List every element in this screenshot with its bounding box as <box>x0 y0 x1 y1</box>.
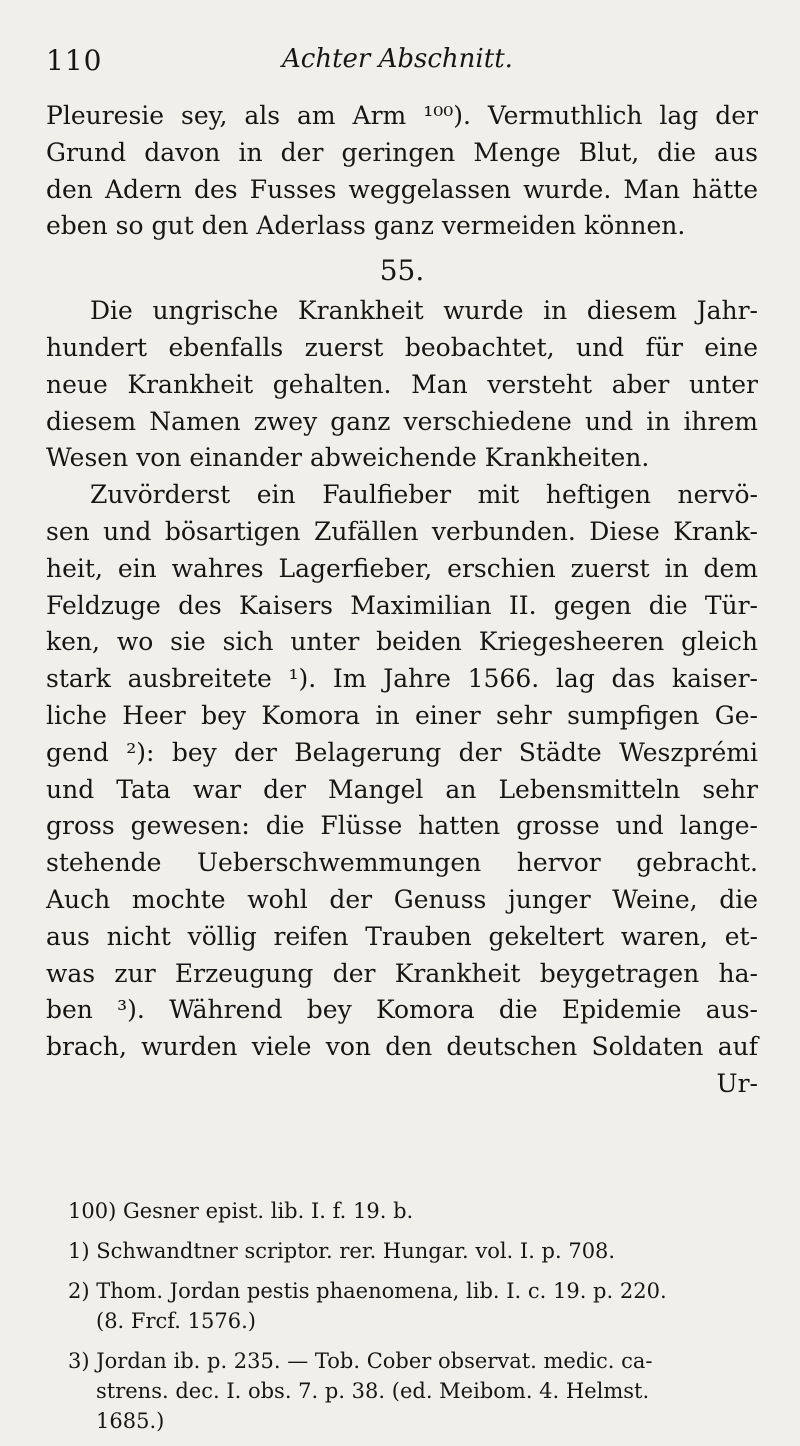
footnote-line: strens. dec. I. obs. 7. p. 38. (ed. Meibom. 4. Helmst. <box>96 1379 650 1403</box>
text-line: stark ausbreitete ¹). Im Jahre 1566. lag das kaiser- <box>46 664 758 694</box>
text-line: Zuvörderst ein Faulfieber mit heftigen nervö- <box>90 480 758 510</box>
section-number: 55. <box>379 254 425 288</box>
main-text <box>46 98 758 1103</box>
text-line: Feldzuge des Kaisers Maximilian II. gegen die Tür- <box>46 590 758 620</box>
footnote <box>68 1236 756 1266</box>
text-line: Grund davon in der geringen Menge Blut, die aus <box>46 137 758 167</box>
footnote <box>68 1276 756 1336</box>
footnote-line: 1) Schwandtner scriptor. rer. Hungar. vol. I. p. 708. <box>68 1239 616 1263</box>
footnotes <box>68 1196 756 1446</box>
text-line: Die ungrische Krankheit wurde in diesem Jahr- <box>90 296 758 326</box>
text-line: ken, wo sie sich unter beiden Kriegesheeren gleich <box>46 627 758 657</box>
footnote-line: (8. Frcf. 1576.) <box>96 1309 256 1333</box>
text-line: und Tata war der Mangel an Lebensmitteln sehr <box>46 774 758 804</box>
text-line: neue Krankheit gehalten. Man versteht aber unter <box>46 369 758 399</box>
paragraph <box>46 477 758 1066</box>
paragraph <box>46 293 758 477</box>
text-line: aus nicht völlig reifen Trauben gekeltert waren, et- <box>46 921 758 951</box>
catchword: Ur- <box>716 1068 758 1098</box>
text-line: eben so gut den Aderlass ganz vermeiden können. <box>46 211 686 241</box>
running-title: Achter Abschnitt. <box>282 44 513 74</box>
footnote-line: 100) Gesner epist. lib. I. f. 19. b. <box>68 1199 414 1223</box>
text-line: Pleuresie sey, als am Arm ¹⁰⁰). Vermuthlich lag der <box>46 101 758 130</box>
text-line: hundert ebenfalls zuerst beobachtet, und für eine <box>46 332 758 362</box>
footnote-line: 1685.) <box>96 1409 165 1433</box>
paragraph <box>46 98 758 245</box>
text-line: brach, wurden viele von den deutschen Soldaten auf <box>46 1032 758 1062</box>
text-line: diesem Namen zwey ganz verschiedene und in ihrem <box>46 406 758 436</box>
text-line: liche Heer bey Komora in einer sehr sumpfigen Ge- <box>46 700 758 730</box>
text-line: Auch mochte wohl der Genuss junger Weine, die <box>46 884 758 914</box>
footnote <box>68 1346 756 1436</box>
text-line: heit, ein wahres Lagerfieber, erschien zuerst in dem <box>46 553 758 583</box>
text-line: den Adern des Fusses weggelassen wurde. Man hätte <box>46 174 758 204</box>
text-line: Wesen von einander abweichende Krankheiten. <box>46 443 650 473</box>
text-line: gross gewesen: die Flüsse hatten grosse und lange- <box>46 811 758 841</box>
footnote <box>68 1196 756 1226</box>
text-line: gend ²): bey der Belagerung der Städte Weszprémi <box>46 737 758 767</box>
text-line: sen und bösartigen Zufällen verbunden. Diese Krank- <box>46 516 758 546</box>
text-line: stehende Ueberschwemmungen hervor gebracht. <box>46 848 758 878</box>
text-line: ben ³). Während bey Komora die Epidemie aus- <box>46 995 758 1025</box>
footnote-line: 3) Jordan ib. p. 235. — Tob. Cober observat. medic. ca- <box>68 1349 653 1373</box>
page-header <box>46 44 754 84</box>
text-line: was zur Erzeugung der Krankheit beygetragen ha- <box>46 958 758 988</box>
page-number: 110 <box>46 44 103 77</box>
footnote-line: 2) Thom. Jordan pestis phaenomena, lib. I. c. 19. p. 220. <box>68 1279 667 1303</box>
